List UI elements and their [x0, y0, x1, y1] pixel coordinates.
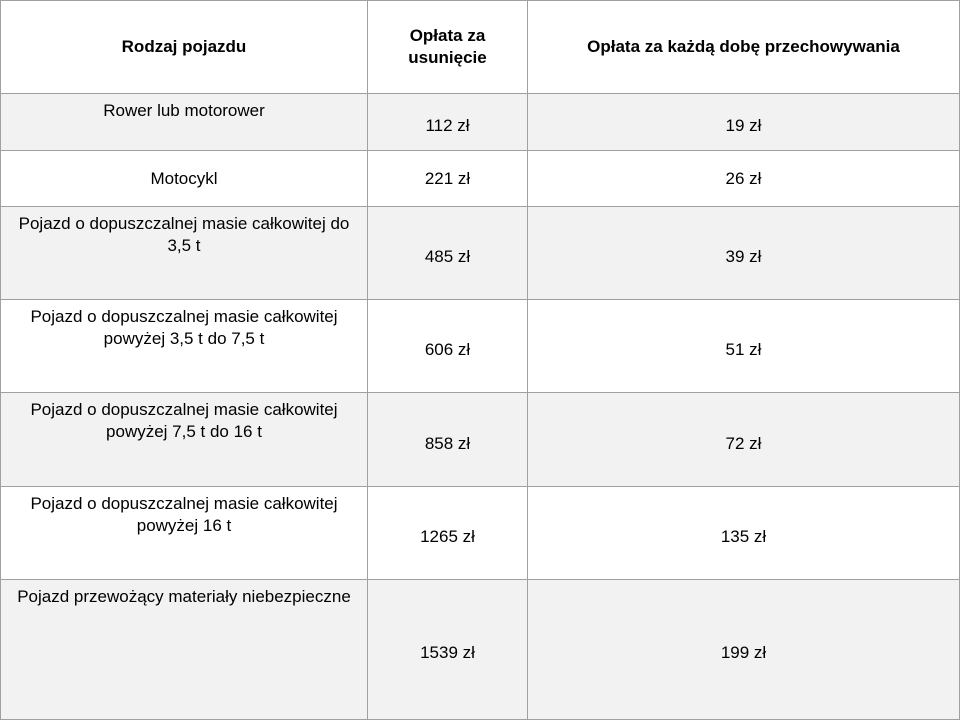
vehicle-type-cell: Pojazd o dopuszczalnej masie całkowitej powyżej 7,5 t do 16 t — [1, 393, 368, 486]
removal-fee-cell: 1539 zł — [368, 579, 528, 719]
header-storage-fee: Opłata za każdą dobę przechowywania — [528, 1, 960, 94]
removal-fee-cell: 606 zł — [368, 300, 528, 393]
table-row — [1, 579, 960, 719]
table-row — [1, 486, 960, 579]
removal-fee-cell: 112 zł — [368, 94, 528, 151]
table-row — [1, 151, 960, 207]
removal-fee-cell: 1265 zł — [368, 486, 528, 579]
vehicle-type-cell: Pojazd o dopuszczalnej masie całkowitej powyżej 16 t — [1, 486, 368, 579]
removal-fee-cell: 858 zł — [368, 393, 528, 486]
storage-fee-cell: 19 zł — [528, 94, 960, 151]
storage-fee-cell: 26 zł — [528, 151, 960, 207]
vehicle-type-cell: Pojazd o dopuszczalnej masie całkowitej do 3,5 t — [1, 207, 368, 300]
vehicle-type-cell: Rower lub motorower — [1, 94, 368, 151]
header-vehicle-type: Rodzaj pojazdu — [1, 1, 368, 94]
removal-fee-cell: 221 zł — [368, 151, 528, 207]
storage-fee-cell: 199 zł — [528, 579, 960, 719]
table-header-row — [1, 1, 960, 94]
storage-fee-cell: 51 zł — [528, 300, 960, 393]
removal-fee-cell: 485 zł — [368, 207, 528, 300]
table-row — [1, 94, 960, 151]
storage-fee-cell: 39 zł — [528, 207, 960, 300]
storage-fee-cell: 135 zł — [528, 486, 960, 579]
vehicle-type-cell: Motocykl — [1, 151, 368, 207]
table-row — [1, 207, 960, 300]
header-removal-fee: Opłata za usunięcie — [368, 1, 528, 94]
vehicle-type-cell: Pojazd przewożący materiały niebezpieczne — [1, 579, 368, 719]
storage-fee-cell: 72 zł — [528, 393, 960, 486]
table-row — [1, 300, 960, 393]
vehicle-type-cell: Pojazd o dopuszczalnej masie całkowitej powyżej 3,5 t do 7,5 t — [1, 300, 368, 393]
table-row — [1, 393, 960, 486]
